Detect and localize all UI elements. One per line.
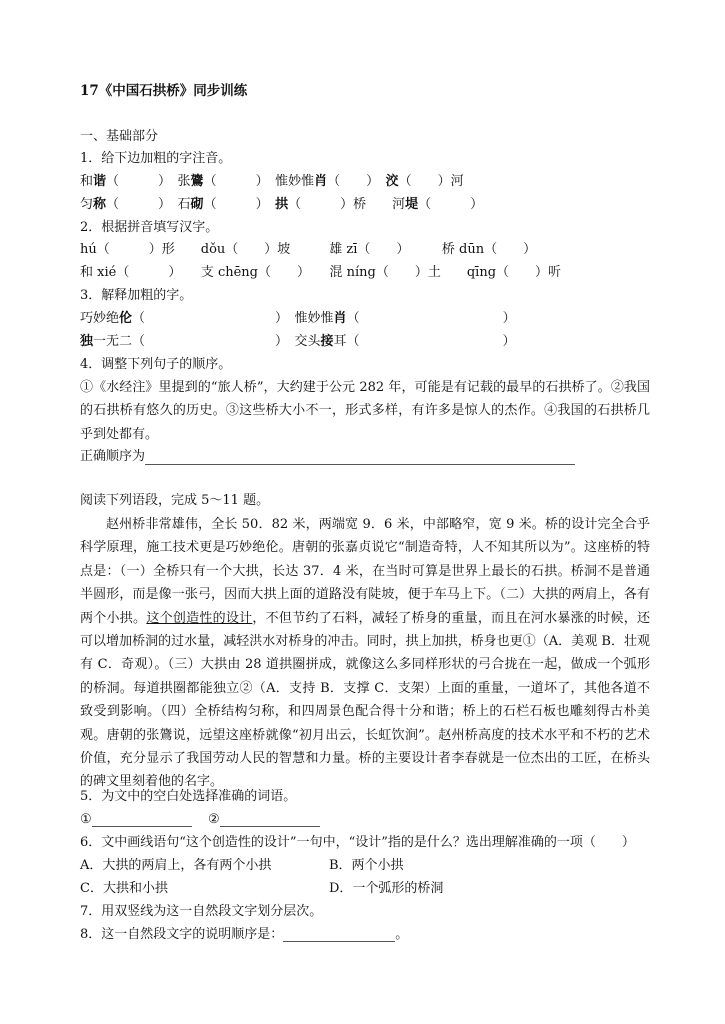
q4-answer-line (80, 446, 575, 468)
q3-row-1: 巧妙绝伦（ ） 惟妙惟肖（ ） (80, 311, 516, 326)
q5-blank-1[interactable] (92, 812, 192, 827)
q6-option-a[interactable]: A．大拱的两肩上，各有两个小拱 (80, 858, 272, 873)
q6-prompt: 6．文中画线语句“这个创造性的设计”一句中，“设计”指的是什么？选出理解准确的一项（ ） (80, 835, 635, 850)
q2-row-1: hú（ ）形 dǒu（ ）坡 雄 zī（ ） 桥 dūn（ ） (80, 242, 537, 257)
q6-option-d[interactable]: D．一个弧形的桥洞 (329, 881, 444, 896)
q4-prompt: 4．调整下列句子的顺序。 (80, 357, 232, 372)
q4-answer-blank[interactable] (145, 449, 575, 465)
q7-prompt: 7．用双竖线为这一自然段文字划分层次。 (80, 904, 323, 919)
q4-sentences: ①《水经注》里提到的“旅人桥”，大约建于公元 282 年，可能是有记载的最早的石拱桥了。②我国的石拱桥有悠久的历史。③这些桥大小不一，形式多样，有许多是惊人的杰作。④我国的石拱桥几乎到处都有。 (80, 380, 650, 442)
q1-row-1: 和谐（ ） 张鷟（ ） 惟妙惟肖（ ） 洨（ ）河 (80, 174, 464, 189)
q8-prompt: 8．这一自然段文字的说明顺序是： (80, 927, 284, 942)
q3-row-2: 独一无二（ ） 交头接耳（ ） (80, 334, 516, 349)
q8-answer-blank[interactable] (283, 927, 395, 942)
q6-option-b[interactable]: B．两个小拱 (329, 858, 404, 873)
reading-intro: 阅读下列语段，完成 5～11 题。 (80, 493, 270, 508)
q5-prompt: 5．为文中的空白处选择准确的词语。 (80, 789, 297, 804)
section-heading-basics: 一、基础部分 (80, 129, 159, 144)
q2-prompt: 2．根据拼音填写汉字。 (80, 220, 219, 235)
q5-blank-2[interactable] (220, 812, 320, 827)
q1-row-2: 匀称（ ） 石砌（ ） 拱（ ）桥 河堤（ ） (80, 197, 484, 212)
q8-end: 。 (395, 927, 409, 942)
q8-line (80, 924, 408, 946)
q4-answer-label: 正确顺序为 (80, 449, 146, 464)
q1-prompt: 1．给下边加粗的字注音。 (80, 151, 232, 166)
q5-blanks (80, 809, 320, 831)
q3-prompt: 3．解释加粗的字。 (80, 288, 193, 303)
q5-blank-2-label: ② (207, 812, 220, 827)
q6-option-c[interactable]: C．大拱和小拱 (80, 881, 168, 896)
reading-passage: 赵州桥非常雄伟，全长 50．82 米，两端宽 9．6 米，中部略窄，宽 9 米。桥的设计完全合乎科学原理，施工技术更是巧妙绝伦。唐朝的张嘉贞说它“制造奇特，人不知其所以为”。这座桥的特点是：（一）全桥只有一个大拱，长达 37．4 米，在当时可算是世界上最长的石拱。桥洞不是普通半圆形，而是像一张弓，因而大拱上面的道路没有陡坡，便于车马上下。（二）大拱的两肩上，各有两个小拱。这个创造性的设计，不但节约了石料，减轻了桥身的重量，而且在河水暴涨的时候，还可以增加桥洞的过水量，减轻洪水对桥身的冲击。同时，拱上加拱，桥身也更①（A．美观 B．壮观有 C．奇观）。（三）大拱由 28 道拱圈拼成，就像这么多同样形状的弓合拢在一起，做成一个弧形的桥洞。每道拱圈都能独立②（A．支持 B．支撑 C．支架）上面的重量，一道坏了，其他各道不致受到影响。（四）全桥结构匀称，和四周景色配合得十分和谐；桥上的石栏石板也雕刻得古朴美观。唐朝的张鷟说，远望这座桥就像“初月出云，长虹饮涧”。赵州桥高度的技术水平和不朽的艺术价值，充分显示了我国劳动人民的智慧和力量。桥的主要设计者李春就是一位杰出的工匠，在桥头的碑文里刻着他的名字。 (80, 517, 650, 790)
page-title: 17《中国石拱桥》同步训练 (80, 83, 248, 99)
q2-row-2: 和 xié（ ） 支 chēng（ ） 混 níng（ ）土 qīng（ ）听 (80, 265, 562, 280)
q5-blank-1-label: ① (80, 812, 92, 827)
